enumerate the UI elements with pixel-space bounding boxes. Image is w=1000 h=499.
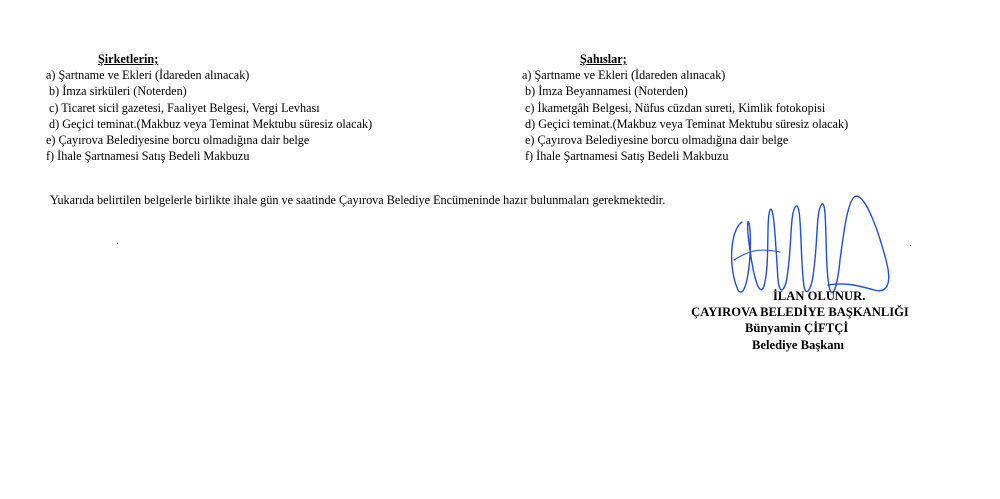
- companies-list: [46, 67, 372, 164]
- scan-speck: [910, 245, 911, 246]
- list-item: c) İkametgâh Belgesi, Nüfus cüzdan sureti, Kimlik fotokopisi: [525, 100, 826, 115]
- list-item: b) İmza Beyannamesi (Noterden): [525, 84, 688, 99]
- individuals-title: Şahıslar;: [580, 52, 627, 66]
- signatory-title: Belediye Başkanı: [752, 337, 845, 352]
- list-item: a) Şartname ve Ekleri (İdareden alınacak): [522, 68, 726, 83]
- signature-block: [660, 288, 940, 353]
- list-item: f) İhale Şartnamesi Satış Bedeli Makbuzu: [46, 149, 250, 164]
- signatory-name: Bünyamin ÇİFTÇİ: [745, 321, 849, 336]
- list-item: d) Geçici teminat.(Makbuz veya Teminat Mektubu süresiz olacak): [525, 116, 849, 131]
- list-item: a) Şartname ve Ekleri (İdareden alınacak): [46, 68, 250, 83]
- companies-title: Şirketlerin;: [98, 52, 159, 66]
- list-item: f) İhale Şartnamesi Satış Bedeli Makbuzu: [525, 149, 729, 164]
- list-item: c) Ticaret sicil gazetesi, Faaliyet Belgesi, Vergi Levhası: [49, 100, 320, 115]
- companies-requirements: [46, 51, 372, 164]
- attendance-note: Yukarıda belirtilen belgelerle birlikte ihale gün ve saatinde Çayırova Belediye Encümeninde hazır bulunmaları gerekmektedir.: [50, 193, 666, 207]
- institution-name: ÇAYIROVA BELEDİYE BAŞKANLIĞI: [691, 305, 909, 320]
- scan-speck: [117, 243, 118, 244]
- announcement-line: İLAN OLUNUR.: [773, 289, 866, 303]
- list-item: d) Geçici teminat.(Makbuz veya Teminat Mektubu süresiz olacak): [49, 116, 373, 131]
- list-item: b) İmza sirküleri (Noterden): [49, 84, 187, 99]
- individuals-requirements: [522, 51, 848, 164]
- individuals-list: [522, 67, 848, 164]
- list-item: e) Çayırova Belediyesine borcu olmadığına dair belge: [525, 133, 789, 148]
- list-item: e) Çayırova Belediyesine borcu olmadığına dair belge: [46, 133, 310, 148]
